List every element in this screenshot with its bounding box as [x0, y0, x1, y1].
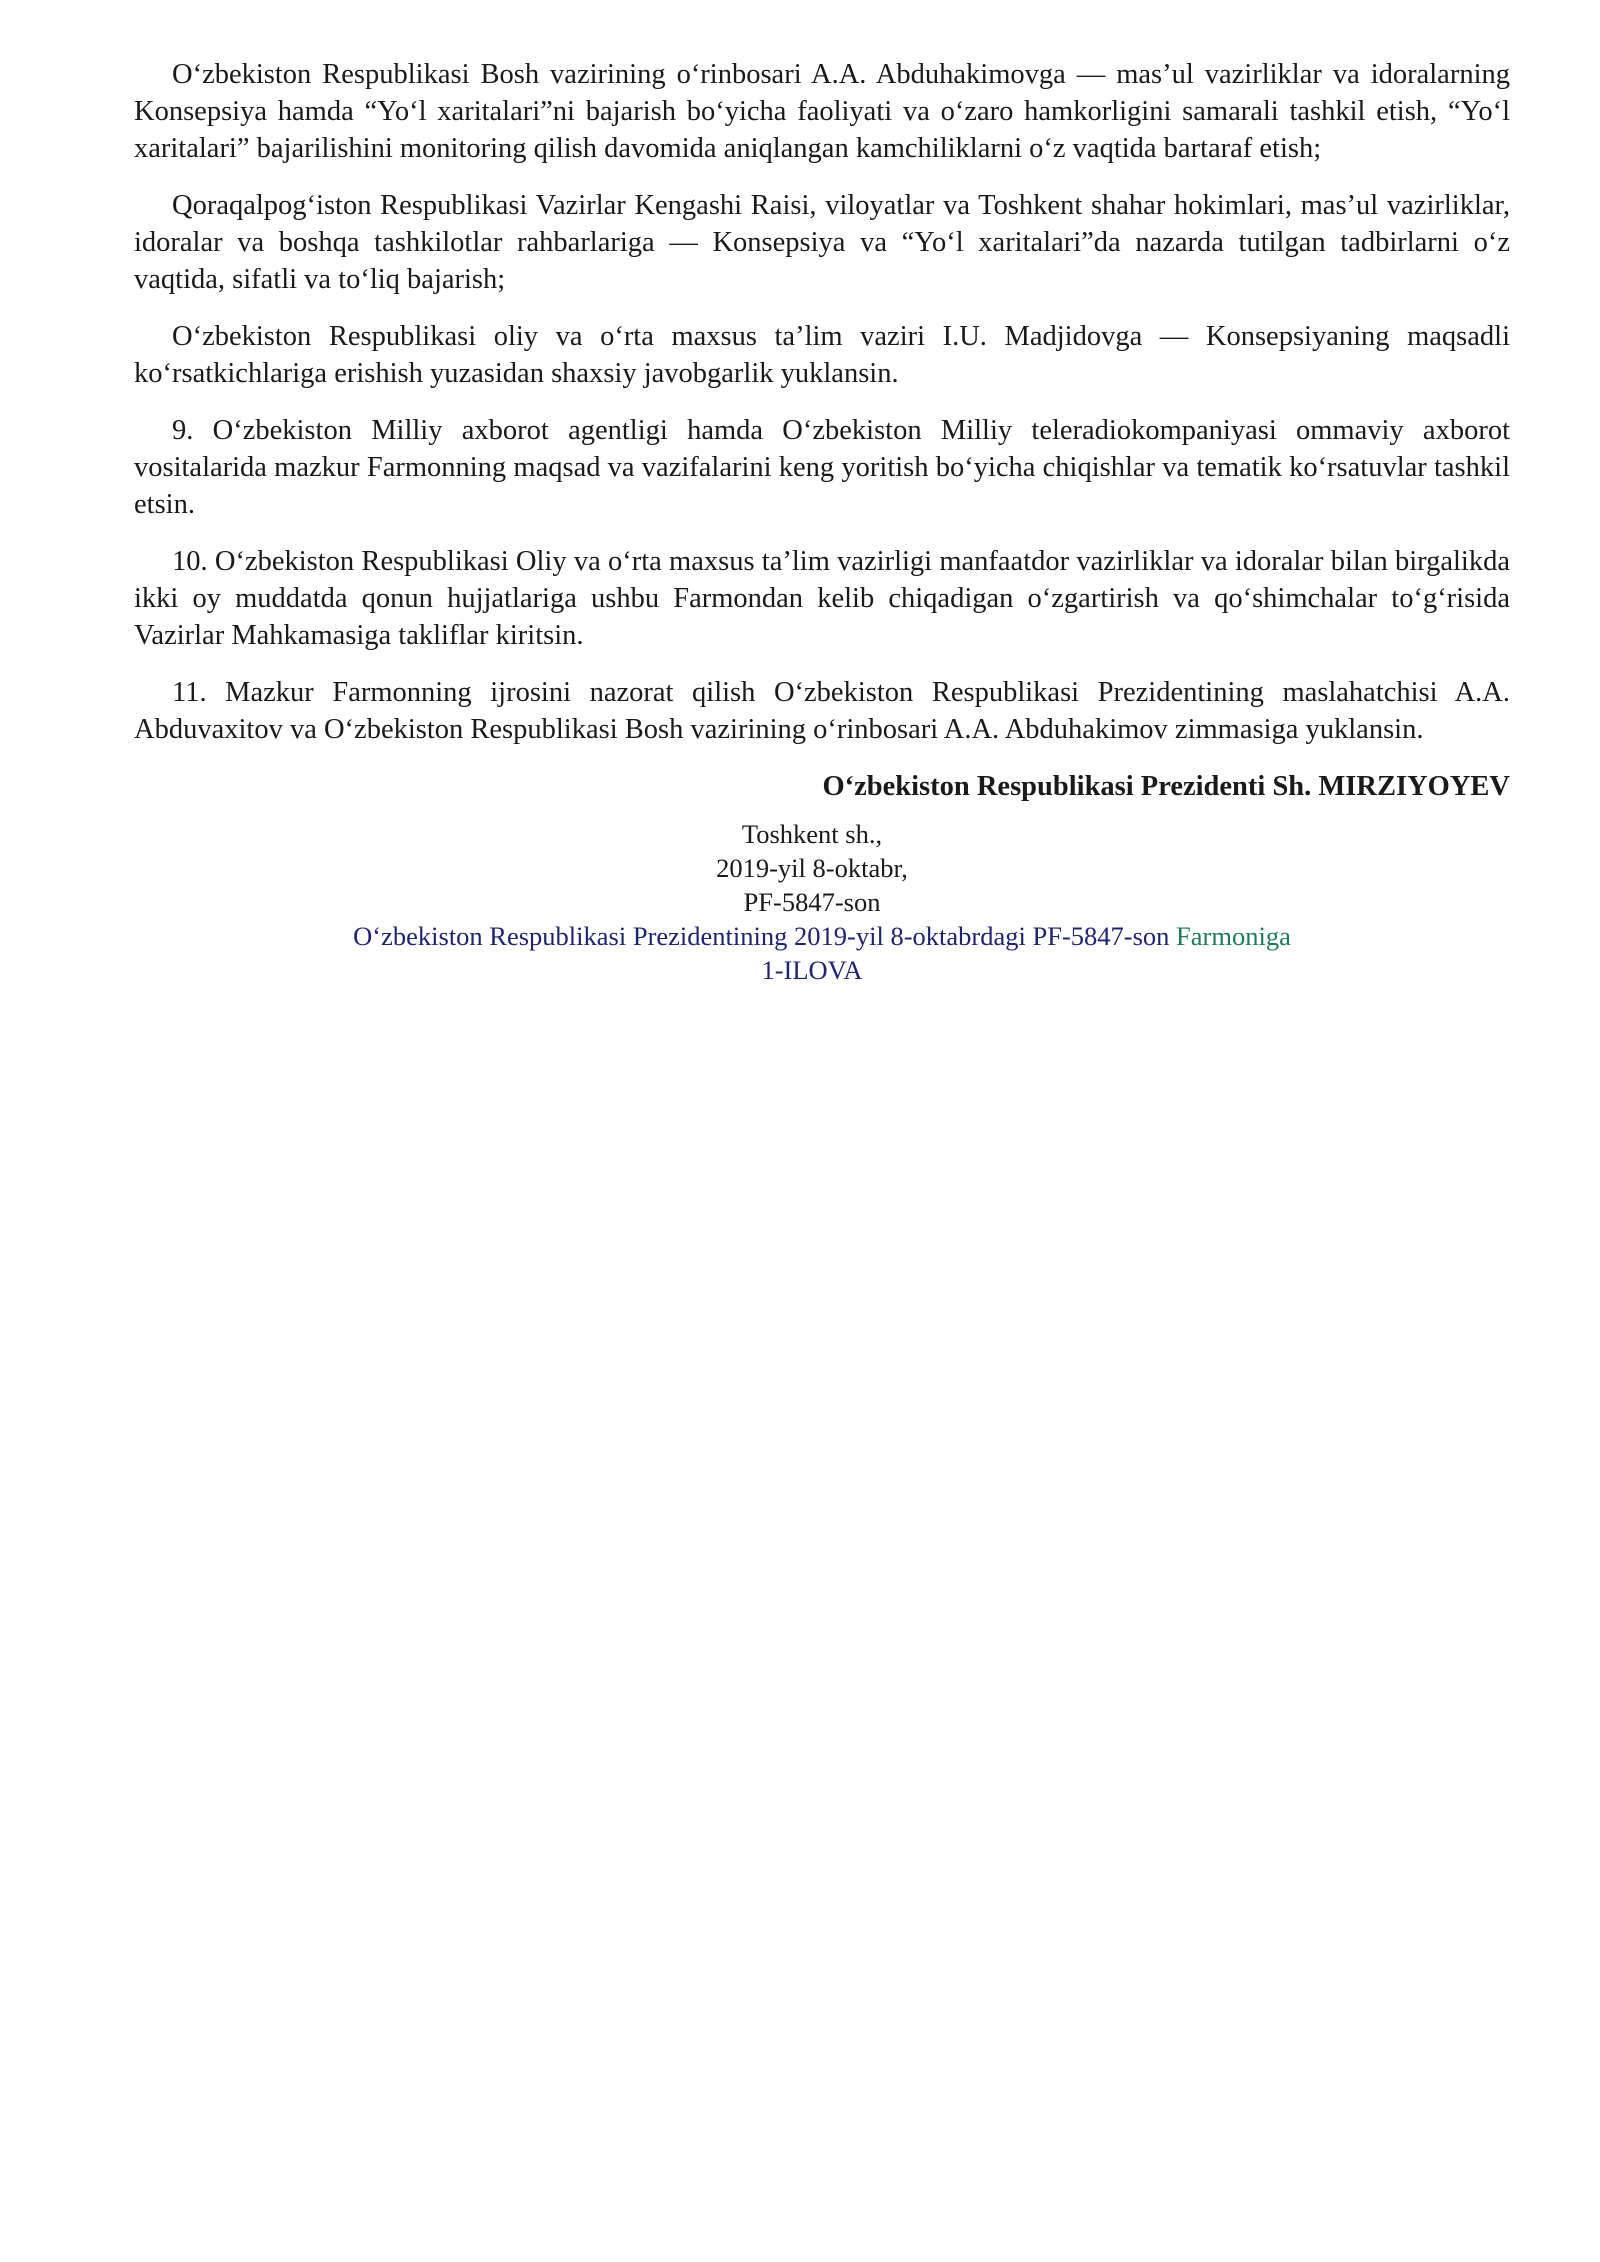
decree-reference-link[interactable]: O‘zbekiston Respublikasi Prezidentining 2019-yil 8-oktabrdagi PF-5847-son: [353, 921, 1170, 951]
paragraph-item-11: 11. Mazkur Farmonning ijrosini nazorat qilish O‘zbekiston Respublikasi Prezidentining maslahatchisi A.A. Abduvaxitov va O‘zbekiston Respublikasi Bosh vazirining o‘rinbosari A.A. Abduhakimov zimmasiga yuklansin.: [134, 677, 1510, 745]
annex-reference-line[interactable]: [134, 919, 1510, 953]
decree-number-line: PF-5847-son: [743, 887, 881, 917]
paragraph-regional-heads-duty: Qoraqalpog‘iston Respublikasi Vazirlar Kengashi Raisi, viloyatlar va Toshkent shahar hokimlari, mas’ul vazirliklar, idoralar va boshqa tashkilotlar rahbarlariga — Konsepsiya va “Yo‘l xaritalari”da nazarda tutilgan tadbirlarni o‘z vaqtida, sifatli va to‘liq bajarish;: [134, 190, 1510, 295]
date-line: 2019-yil 8-oktabr,: [716, 853, 908, 883]
farmoniga-link[interactable]: Farmoniga: [1176, 921, 1291, 951]
place-date-block: [134, 817, 1510, 919]
paragraph-deputy-pm-duty: O‘zbekiston Respublikasi Bosh vazirining o‘rinbosari A.A. Abduhakimovga — mas’ul vazirliklar va idoralarning Konsepsiya hamda “Yo‘l xaritalari”ni bajarish bo‘yicha faoliyati va o‘zaro hamkorligini samarali tashkil etish, “Yo‘l xaritalari” bajarilishini monitoring qilish davomida aniqlangan kamchiliklarni o‘z vaqtida bartaraf etish;: [134, 59, 1510, 164]
paragraph-minister-responsibility: O‘zbekiston Respublikasi oliy va o‘rta maxsus ta’lim vaziri I.U. Madjidovga — Konsepsiyaning maqsadli ko‘rsatkichlariga erishish yuzasidan shaxsiy javobgarlik yuklansin.: [134, 321, 1510, 389]
annex-title-link[interactable]: 1-ILOVA: [761, 955, 863, 985]
president-signature: O‘zbekiston Respublikasi Prezidenti Sh. MIRZIYOYEV: [822, 771, 1510, 802]
paragraph-item-10: 10. O‘zbekiston Respublikasi Oliy va o‘rta maxsus ta’lim vazirligi manfaatdor vazirliklar va idoralar bilan birgalikda ikki oy muddatda qonun hujjatlariga ushbu Farmondan kelib chiqadigan o‘zgartirish va qo‘shimchalar to‘g‘risida Vazirlar Mahkamasiga takliflar kiritsin.: [134, 546, 1510, 651]
place-line: Toshkent sh.,: [741, 819, 883, 849]
document-page: [134, 56, 1510, 987]
paragraph-item-9: 9. O‘zbekiston Milliy axborot agentligi hamda O‘zbekiston Milliy teleradiokompaniyasi ommaviy axborot vositalarida mazkur Farmonning maqsad va vazifalarini keng yoritish bo‘yicha chiqishlar va tematik ko‘rsatuvlar tashkil etsin.: [134, 415, 1510, 520]
